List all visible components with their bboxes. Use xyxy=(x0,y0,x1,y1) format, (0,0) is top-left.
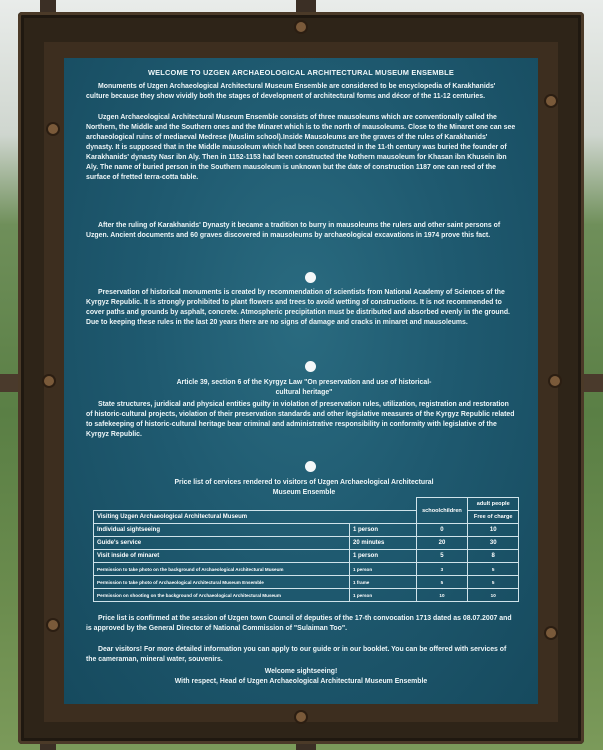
bolt-left-lower xyxy=(48,620,58,630)
adult-price-cell: 5 xyxy=(468,576,519,589)
law-text: State structures, juridical and physical entities guilty in violation of preservation rules, utilization, registration and restoration of historic-cultural projects, violation of their preservation standards and other legislative measures of the Kyrgyz Republic related to safekeeping of historic-cultural heritage bear criminal and administrative responsibility in conformity with legislative of the Kyrgyz Republic. xyxy=(86,401,515,438)
table-header-row xyxy=(94,498,519,511)
school-price-cell: 3 xyxy=(416,563,468,576)
unit-cell: 20 minutes xyxy=(350,537,417,550)
bullet-dot xyxy=(305,272,316,283)
service-cell: Permission to take photo of Archaeological Architectural Museum Ensemble xyxy=(94,576,350,589)
adult-price-cell: 10 xyxy=(468,524,519,537)
preservation-paragraph: Preservation of historical monuments is created by recommendation of scientists from National Academy of Sciences of the Kyrgyz Republic. It is strongly prohibited to plant flowers and trees to avoid wetting of constructions. It is not recommended to cover paths and grounds by asphalt, concrete. Atmospheric precipitation must be distributed and absorbed evenly in the ground. Due to keeping these rules in the last 20 years there are no signs of damage and cracks in minaret and mausoleums. xyxy=(86,289,510,326)
bolt-right-lower xyxy=(546,628,556,638)
col-adult: adult people xyxy=(468,498,519,511)
bullet-dot xyxy=(305,361,316,372)
school-price-cell: 5 xyxy=(416,550,468,563)
unit-cell: 1 frame xyxy=(350,576,417,589)
unit-cell: 1 person xyxy=(350,550,417,563)
school-price-cell: 0 xyxy=(416,524,468,537)
bolt-left-mid xyxy=(44,376,54,386)
adult-price-cell: 10 xyxy=(468,589,519,602)
adult-price-cell: 5 xyxy=(468,563,519,576)
law-heading: Article 39, section 6 of the Kyrgyz Law "On preservation and use of historical-cultural heritage" xyxy=(176,379,432,396)
table-row xyxy=(94,576,519,589)
visitors-text: Dear visitors! For more detailed information you can apply to our guide or in our booklet. You can be offered with services of the cameraman, mineral water, souvenirs. xyxy=(86,646,507,663)
confirmation-text: Price list is confirmed at the session of Uzgen town Council of deputies of the 17-th convocation 1713 dated as 08.07.2007 and is approved by the General Director of National Commission of "Sulaiman Too". xyxy=(86,615,512,632)
header-label: Visiting Uzgen Archaeological Architectural Museum xyxy=(94,511,417,524)
bolt-bottom xyxy=(296,712,306,722)
intro-paragraph: Monuments of Uzgen Archaeological Architectural Museum Ensemble are considered to be encyclopedia of Karakhanids' culture because they show vividly both the stages of development of architectural forms and décor of the 11-12 centuries. xyxy=(86,83,496,100)
table-row xyxy=(94,524,519,537)
school-price-cell: 10 xyxy=(416,589,468,602)
service-cell: Individual sightseeing xyxy=(94,524,350,537)
table-corner xyxy=(94,498,350,511)
bolt-right-upper xyxy=(546,96,556,106)
adult-price-cell: 8 xyxy=(468,550,519,563)
service-cell: Permission to take photo on the background of Archaeological Architectural Museum xyxy=(94,563,350,576)
col-schoolchildren: schoolchildren xyxy=(416,498,468,524)
table-row xyxy=(94,563,519,576)
service-cell: Permission on shooting on the background of Archaeological Architectural Museum xyxy=(94,589,350,602)
signoff-text: With respect, Head of Uzgen Archaeological Architectural Museum Ensemble xyxy=(174,678,428,685)
bolt-top xyxy=(296,22,306,32)
free-of-charge-note: Free of charge xyxy=(468,511,519,524)
adult-price-cell: 30 xyxy=(468,537,519,550)
unit-cell: 1 person xyxy=(350,589,417,602)
unit-cell: 1 person xyxy=(350,524,417,537)
school-price-cell: 5 xyxy=(416,576,468,589)
unit-cell: 1 person xyxy=(350,563,417,576)
welcome-text: Welcome sightseeing! xyxy=(264,668,338,675)
table-row xyxy=(94,589,519,602)
school-price-cell: 20 xyxy=(416,537,468,550)
service-cell: Visit inside of minaret xyxy=(94,550,350,563)
sign-title: WELCOME TO UZGEN ARCHAEOLOGICAL ARCHITECTURAL MUSEUM ENSEMBLE xyxy=(147,68,455,77)
bolt-right-mid xyxy=(550,376,560,386)
table-corner xyxy=(350,498,417,511)
bolt-left-upper xyxy=(48,124,58,134)
tradition-paragraph: After the ruling of Karakhanids' Dynasty it became a tradition to burry in mausoleums the rulers and other saint persons of Uzgen. Ancient documents and 60 graves discovered in mausoleums by archaeological excavations in 1974 prove this fact. xyxy=(86,222,501,239)
table-row xyxy=(94,550,519,563)
ensemble-paragraph: Uzgen Archaeological Architectural Museum Ensemble consists of three mausoleums which are conventionally called the Northern, the Middle and the Southern ones and the Minaret which is to the north of mausoleums. Close to the Minaret one can see archaeological ruins of mediaeval Medrese (Muslim school).Inside Mausoleums are the graves of the rules of Karakhanids' dynasty. It is supposed that in the Middle mausoleum which had been constructed in the 11-th century was buried the founder of Karakhanids' dynasty Nasr ibn Aly. Then in 1152-1153 had been constructed the Nothern mausoleum for Khasan ibn Khusein ibn Aly. The name of buried person in the Southern mausoleum is unknown but the date of construction 1187 one can reed of the surface of fretted terra-cotta table. xyxy=(86,114,516,181)
table-row xyxy=(94,537,519,550)
price-table xyxy=(93,497,519,602)
sign-panel xyxy=(64,58,538,704)
service-cell: Guide's service xyxy=(94,537,350,550)
price-heading: Price list of cervices rendered to visitors of Uzgen Archaeological Architectural Museum Ensemble xyxy=(174,479,434,496)
bullet-dot xyxy=(305,461,316,472)
